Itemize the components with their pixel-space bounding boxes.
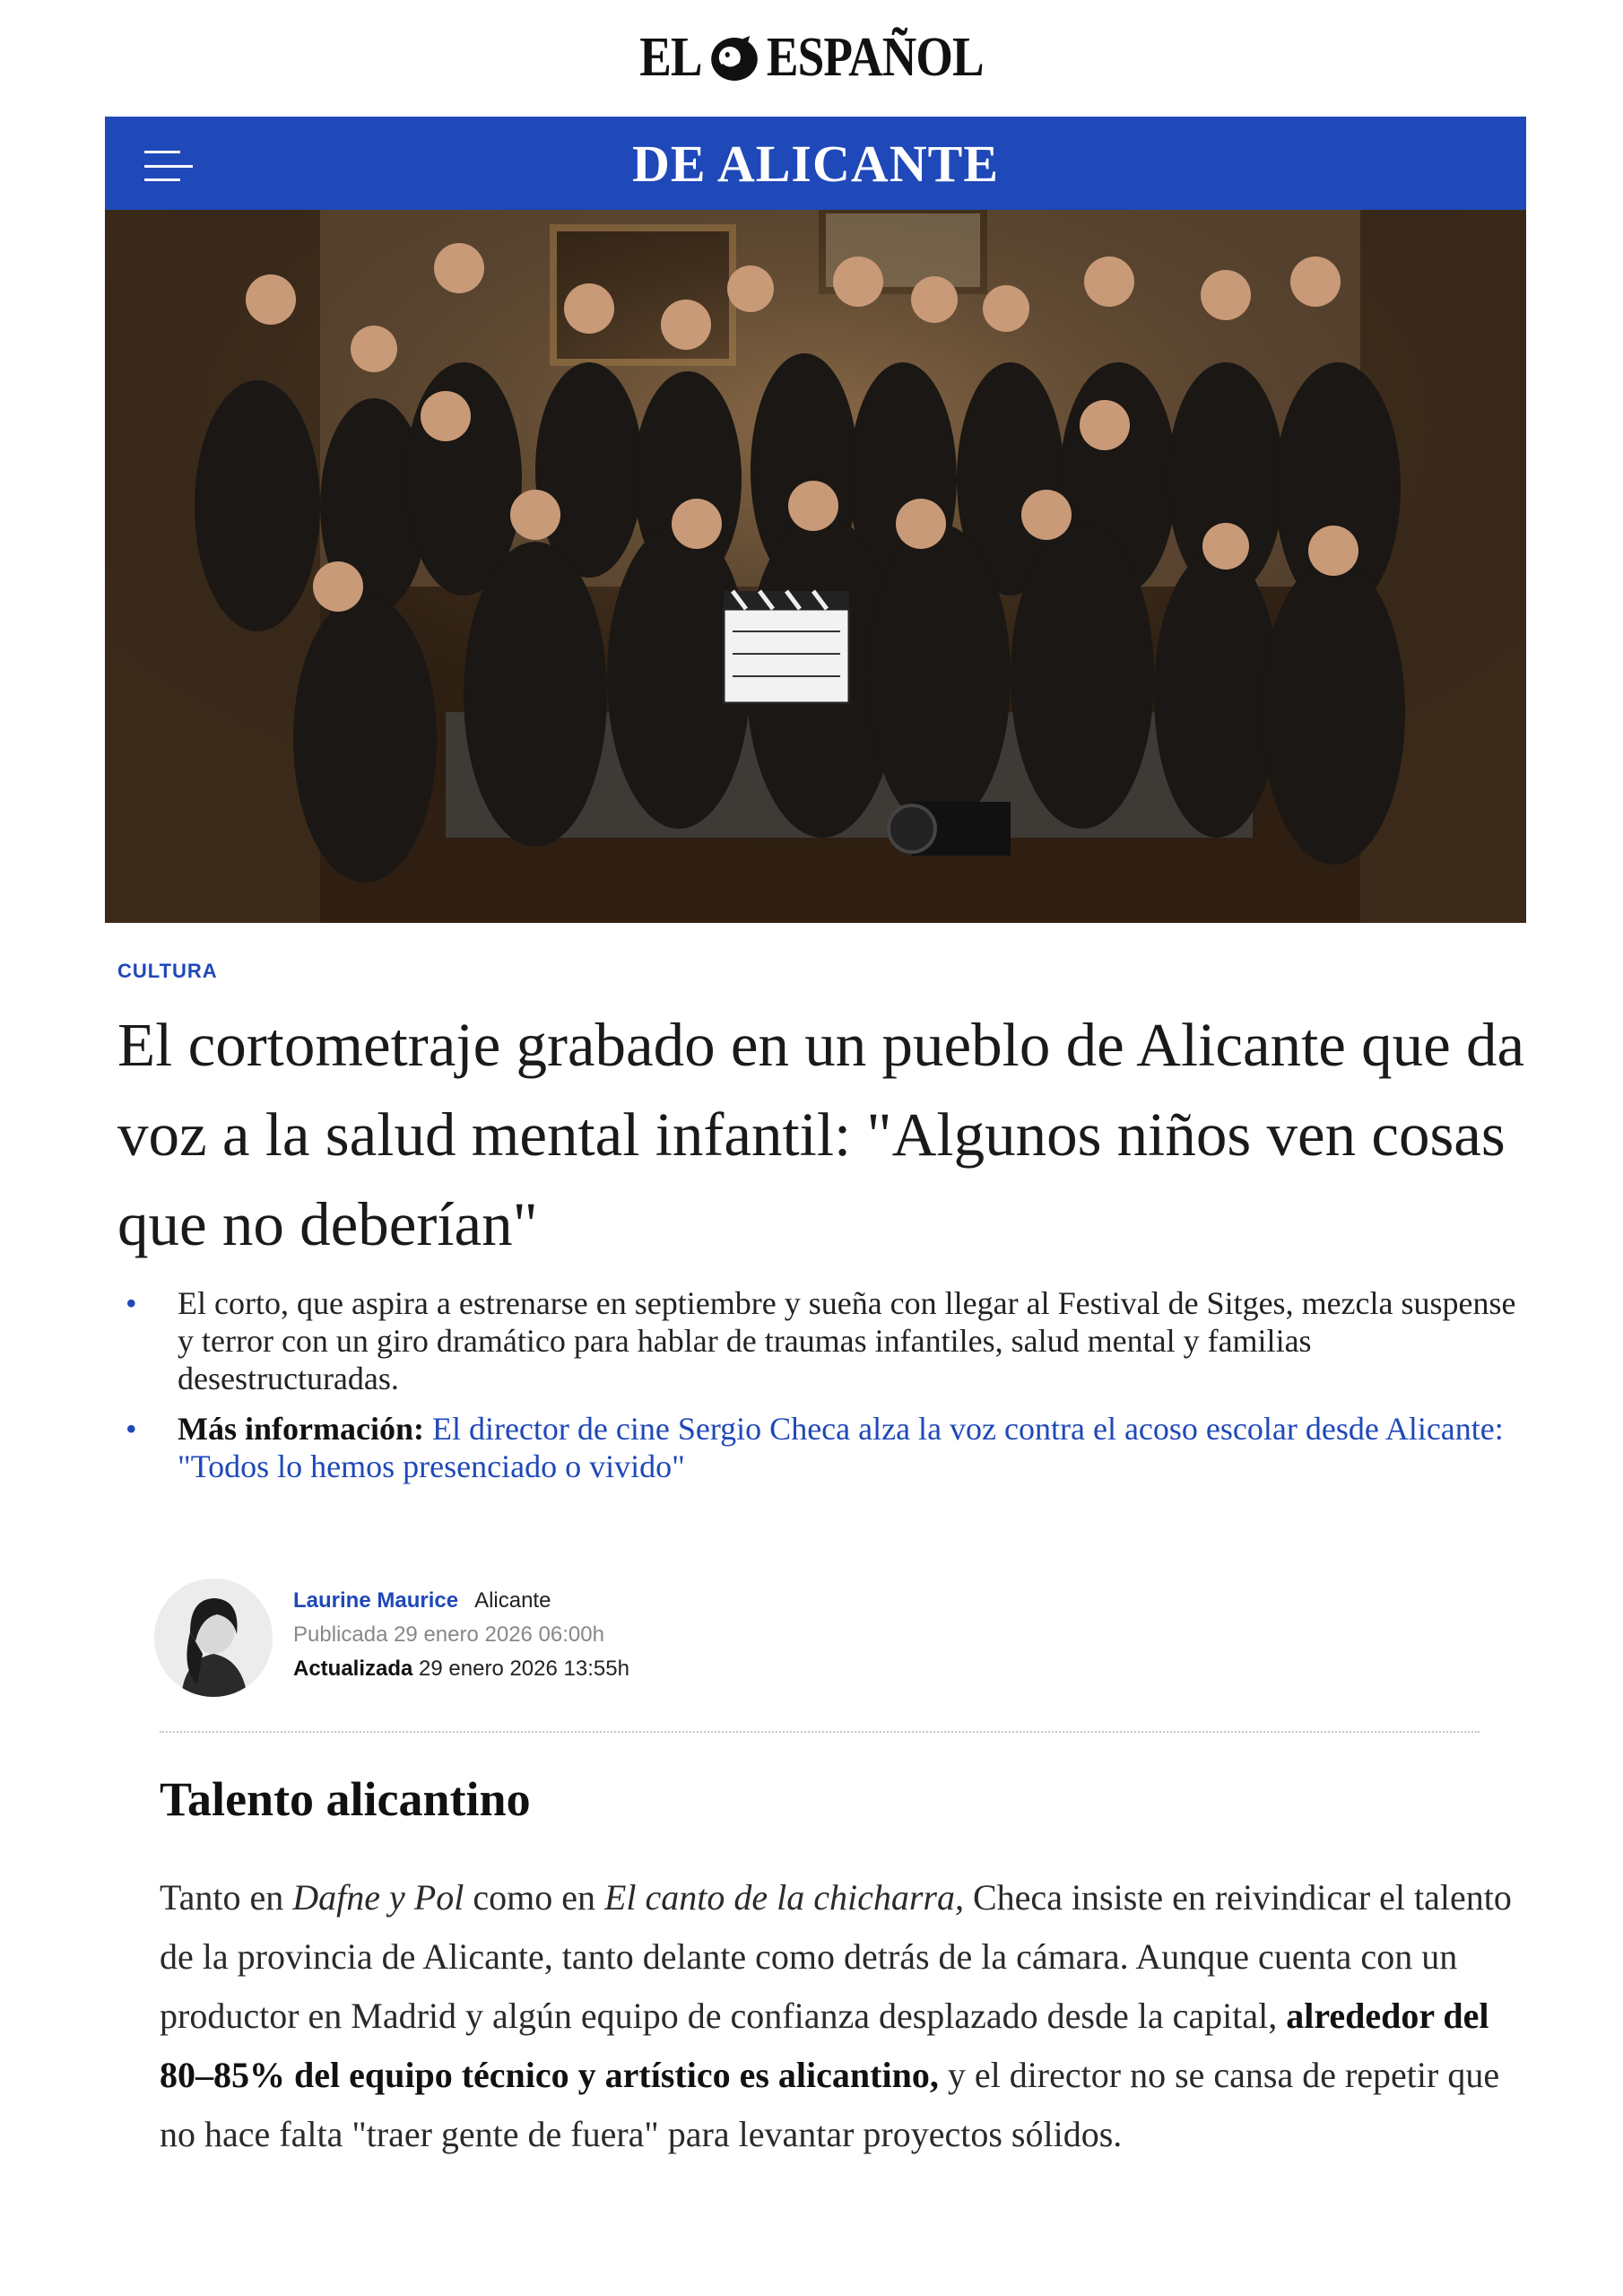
lion-logo-icon <box>707 30 762 84</box>
body-text: y el director no se cansa de repetir que no hace falta "traer gente de fuera" para levantar proyectos sólidos. <box>160 2055 1500 2154</box>
film-title: Dafne y Pol <box>292 1877 464 1918</box>
more-info-label: Más información: <box>178 1411 424 1447</box>
article-paragraph <box>160 1868 1541 2164</box>
film-title: El canto de la chicharra, <box>603 1877 964 1918</box>
category-label[interactable]: CULTURA <box>117 960 218 982</box>
hero-photo-illustration <box>105 210 1526 923</box>
body-text: Tanto en <box>160 1877 293 1918</box>
section-subheading: Talento alicantino <box>160 1772 531 1826</box>
masthead <box>0 0 1623 115</box>
hamburger-menu-icon[interactable] <box>144 151 193 181</box>
updated-label: Actualizada <box>293 1657 413 1681</box>
hero-image <box>105 210 1526 923</box>
camera <box>889 802 1011 856</box>
author-avatar[interactable] <box>154 1578 273 1697</box>
highlight-text: alrededor del 80–85% del equipo técnico y artístico es alicantino, <box>160 1996 1489 2095</box>
published-date: Publicada 29 enero 2026 06:00h <box>293 1622 604 1647</box>
brand-logo[interactable] <box>639 26 984 90</box>
author-meta <box>293 1584 629 1686</box>
body-text: Checa insiste en reivindicar el talento de la provincia de Alicante, tanto delante como detrás de la cámara. Aunque cuenta con un productor en Madrid y algún equipo de confianza desplazado desde la capital, <box>160 1877 1512 2036</box>
summary-item-more-info <box>126 1410 1524 1485</box>
summary-text: El corto, que aspira a estrenarse en septiembre y sueña con llegar al Festival de Sitges, mezcla suspense y terror con un giro dramático para hablar de traumas infantiles, salud mental y familias desestructuradas. <box>178 1285 1516 1396</box>
brand-right: ESPAÑOL <box>766 26 984 88</box>
summary-item <box>126 1284 1524 1397</box>
article-headline: El cortometraje grabado en un pueblo de Alicante que da voz a la salud mental infantil: "Algunos niños ven cosas que no deberían" <box>117 1011 1525 1258</box>
divider <box>160 1731 1480 1733</box>
author-name[interactable]: Laurine Maurice <box>293 1588 459 1613</box>
brand-left: EL <box>639 26 702 88</box>
byline <box>154 1578 1481 1722</box>
article-summary <box>126 1284 1524 1498</box>
section-title[interactable]: DE ALICANTE <box>631 134 1000 193</box>
updated-date: 29 enero 2026 13:55h <box>419 1657 629 1681</box>
section-bar <box>105 117 1526 210</box>
clapperboard <box>724 591 849 703</box>
related-article-link[interactable]: El director de cine Sergio Checa alza la voz contra el acoso escolar desde Alicante: "Todos lo hemos presenciado o vivido" <box>178 1411 1504 1484</box>
body-text: como en <box>464 1877 604 1918</box>
author-city: Alicante <box>474 1588 551 1613</box>
